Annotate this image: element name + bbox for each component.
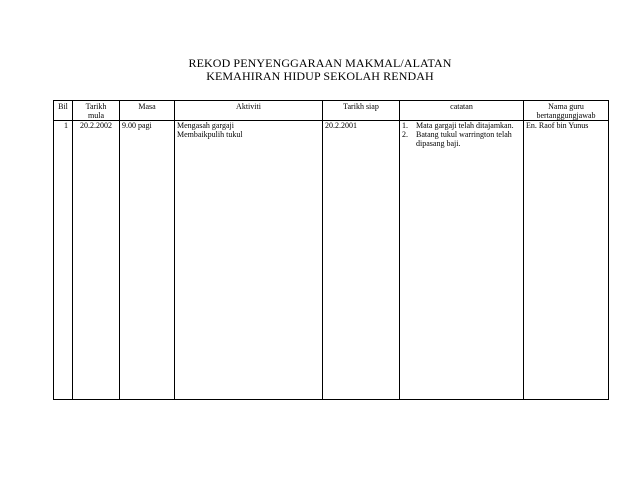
header-aktiviti: Aktiviti: [175, 101, 323, 121]
list-item: 1. Mata gargaji telah ditajamkan.: [402, 121, 514, 130]
header-masa: Masa: [120, 101, 175, 121]
table-header-row: [54, 101, 609, 121]
document-title-line-2: KEMAHIRAN HIDUP SEKOLAH RENDAH: [206, 69, 434, 83]
document-title-line-1: REKOD PENYENGGARAAN MAKMAL/ALATAN: [188, 56, 452, 70]
cell-catatan: [400, 121, 524, 400]
header-bil: Bil: [54, 101, 73, 121]
cell-masa: 9.00 pagi: [120, 121, 175, 400]
list-item: 2. Batang tukul warrington telah dipasang baji.: [402, 130, 512, 148]
cell-tarikh-siap: 20.2.2001: [323, 121, 400, 400]
header-nama-guru: Nama guru bertanggungjawab: [524, 101, 609, 121]
header-tarikh-siap: Tarikh siap: [323, 101, 400, 121]
cell-aktiviti: Mengasah gargaji Membaikpulih tukul: [175, 121, 323, 400]
maintenance-record-table: [53, 100, 609, 400]
cell-nama-guru: En. Raof bin Yunus: [524, 121, 609, 400]
header-catatan: catatan: [400, 101, 524, 121]
cell-tarikh-mula: 20.2.2002: [73, 121, 120, 400]
cell-bil: 1: [54, 121, 73, 400]
header-tarikh-mula: Tarikh mula: [73, 101, 120, 121]
table-row: [54, 121, 609, 400]
